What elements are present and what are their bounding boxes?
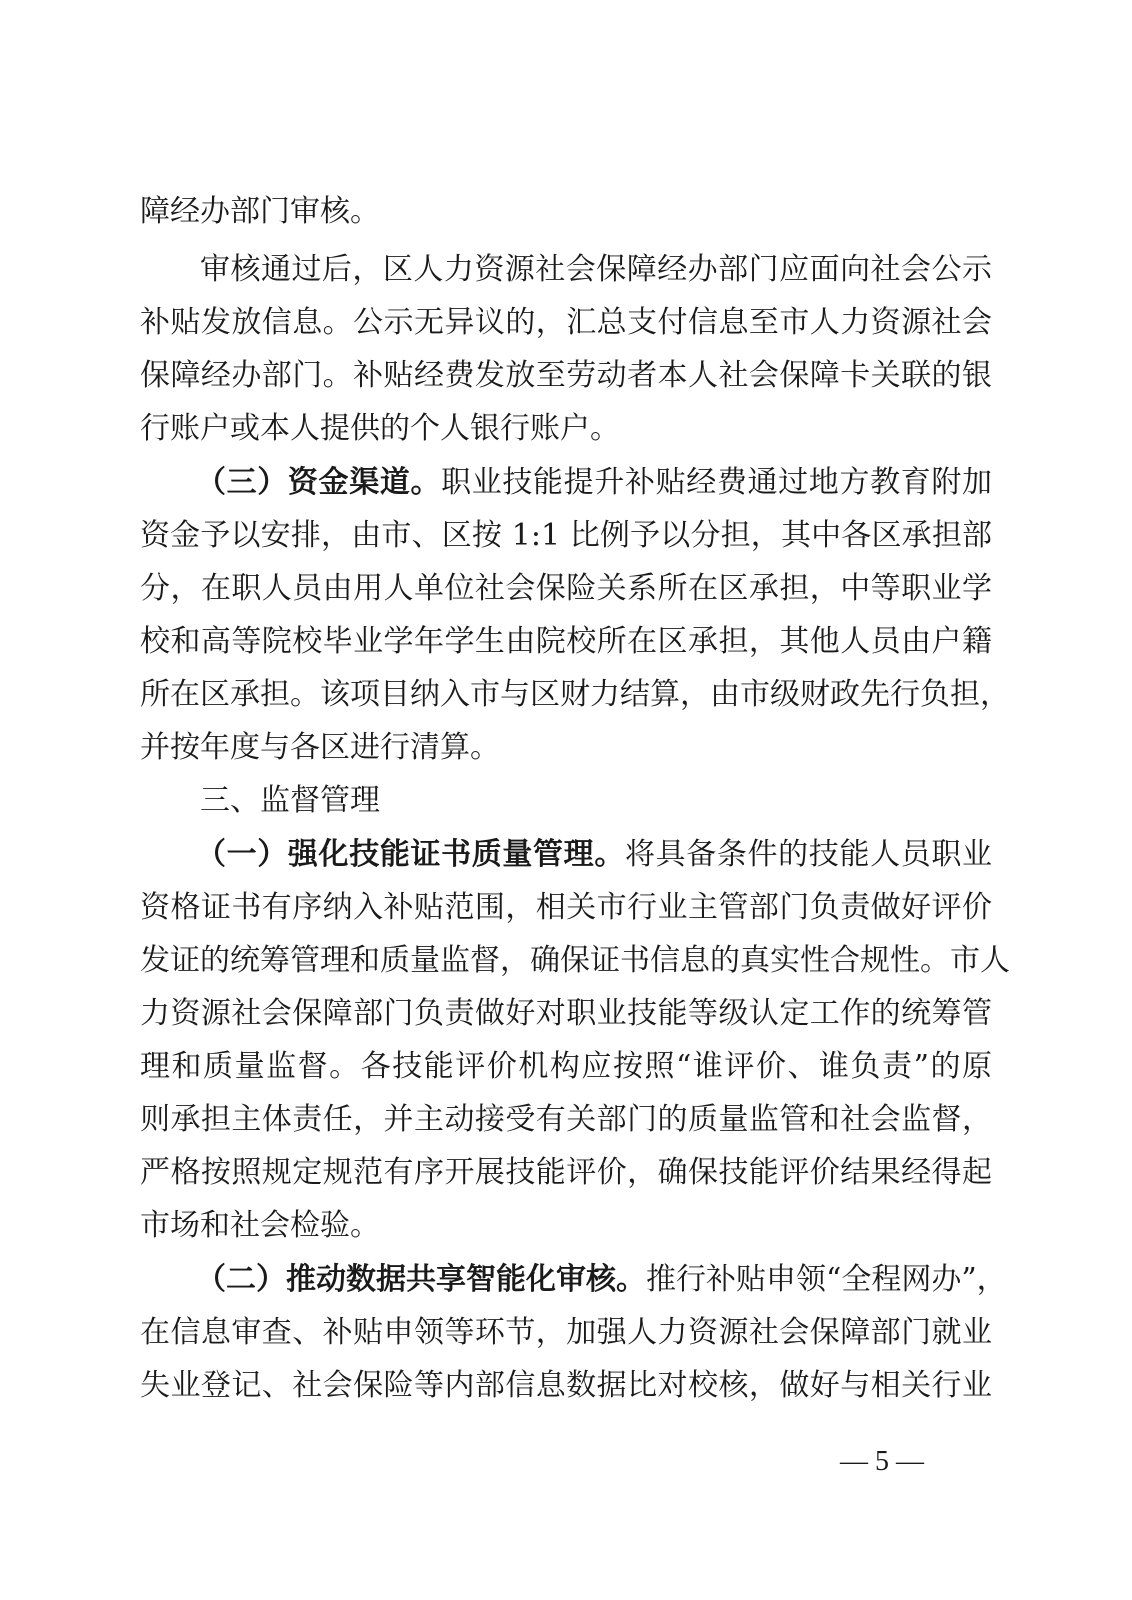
- paragraph-line: 所在区承担。该项目纳入市与区财力结算，由市级财政先行负担，: [140, 677, 1010, 712]
- paragraph-line: [196, 463, 992, 503]
- paragraph-line: 力资源社会保障部门负责做好对职业技能等级认定工作的统筹管: [140, 996, 992, 1031]
- paragraph-text: 推行补贴申领“全程网办”，: [646, 1262, 1007, 1297]
- section-lead: （一）强化技能证书质量管理。: [196, 837, 625, 872]
- section-lead: （三）资金渠道。: [196, 465, 442, 500]
- paragraph-line: 补贴发放信息。公示无异议的，汇总支付信息至市人力资源社会: [140, 305, 992, 340]
- paragraph-line: 在信息审查、补贴申领等环节，加强人力资源社会保障部门就业: [140, 1315, 992, 1350]
- paragraph-line: 资金予以安排，由市、区按 1:1 比例予以分担，其中各区承担部: [140, 518, 992, 553]
- page-number: — 5 —: [840, 1446, 924, 1477]
- paragraph-text: 职业技能提升补贴经费通过地方教育附加: [441, 465, 993, 500]
- paragraph-line: 保障经办部门。补贴经费发放至劳动者本人社会保障卡关联的银: [140, 358, 992, 393]
- paragraph-line: 审核通过后，区人力资源社会保障经办部门应面向社会公示: [200, 252, 992, 287]
- paragraph-line: [196, 1260, 1007, 1300]
- paragraph-line: 发证的统筹管理和质量监督，确保证书信息的真实性合规性。市人: [140, 943, 1010, 978]
- paragraph-line: 理和质量监督。各技能评价机构应按照“谁评价、谁负责”的原: [140, 1049, 992, 1084]
- paragraph-line: 行账户或本人提供的个人银行账户。: [140, 411, 620, 446]
- paragraph-line: 分，在职人员由用人单位社会保险关系所在区承担，中等职业学: [140, 571, 992, 606]
- section-heading: 三、监督管理: [200, 783, 380, 818]
- paragraph-text: 将具备条件的技能人员职业: [624, 837, 993, 872]
- paragraph-line: 校和高等院校毕业学年学生由院校所在区承担，其他人员由户籍: [140, 624, 992, 659]
- paragraph-line: 则承担主体责任，并主动接受有关部门的质量监管和社会监督，: [140, 1102, 992, 1137]
- section-lead: （二）推动数据共享智能化审核。: [196, 1262, 646, 1297]
- paragraph-line: 失业登记、社会保险等内部信息数据比对校核，做好与相关行业: [140, 1368, 992, 1403]
- paragraph-line: 障经办部门审核。: [140, 194, 380, 229]
- paragraph-line: 严格按照规定规范有序开展技能评价，确保技能评价结果经得起: [140, 1155, 992, 1190]
- paragraph-line: [196, 835, 992, 875]
- paragraph-line: 资格证书有序纳入补贴范围，相关市行业主管部门负责做好评价: [140, 890, 992, 925]
- paragraph-line: 并按年度与各区进行清算。: [140, 730, 500, 765]
- paragraph-line: 市场和社会检验。: [140, 1208, 380, 1243]
